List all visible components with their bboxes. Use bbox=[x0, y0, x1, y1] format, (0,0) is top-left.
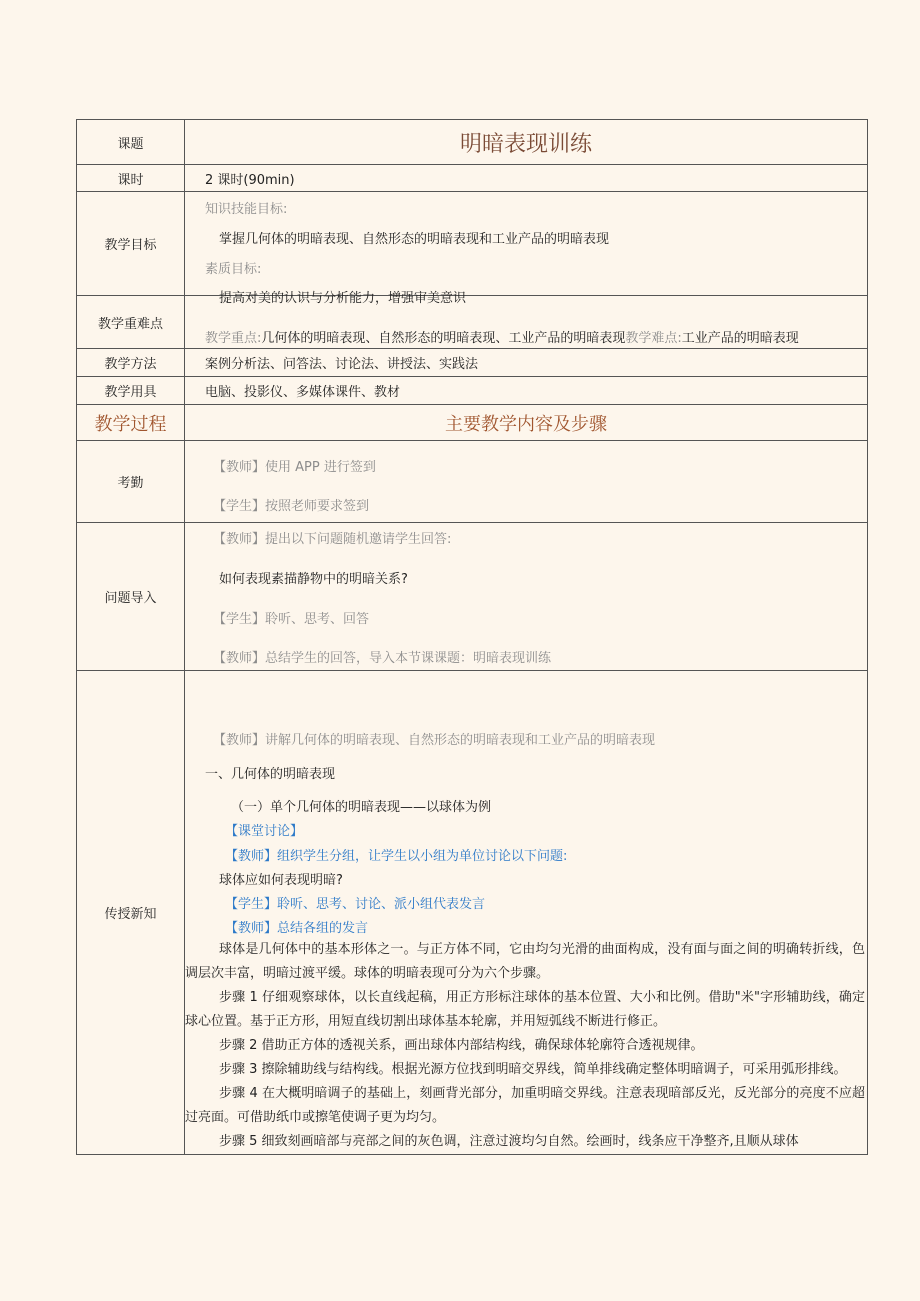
intro-question: 如何表现素描静物中的明暗关系? bbox=[219, 571, 408, 587]
key-label: 教学重点: bbox=[205, 331, 262, 346]
hours-value: 2 课时(90min) bbox=[185, 165, 868, 192]
attendance-student: 【学生】按照老师要求签到 bbox=[213, 498, 370, 514]
intro-cell bbox=[185, 523, 868, 671]
teach-teacher-explain: 【教师】讲解几何体的明暗表现、自然形态的明暗表现和工业产品的明暗表现 bbox=[213, 732, 656, 748]
teach-cell bbox=[185, 671, 868, 1155]
goal-knowledge-text: 掌握几何体的明暗表现、自然形态的明暗表现和工业产品的明暗表现 bbox=[219, 231, 610, 247]
method-row bbox=[77, 349, 868, 377]
keypoints-label: 教学重难点 bbox=[77, 296, 185, 349]
attendance-label: 考勤 bbox=[77, 441, 185, 523]
intro-label: 问题导入 bbox=[77, 523, 185, 671]
sphere-intro-paragraph: 球体是几何体中的基本形体之一。与正方体不同，它由均匀光滑的曲面构成，没有面与面之间的明确转折线，色调层次丰富，明暗过渡平缓。球体的明暗表现可分为六个步骤。 bbox=[185, 941, 865, 981]
intro-row bbox=[77, 523, 868, 671]
intro-student: 【学生】聆听、思考、回答 bbox=[213, 611, 370, 627]
subsection-heading: （一）单个几何体的明暗表现——以球体为例 bbox=[231, 799, 492, 815]
attendance-row bbox=[77, 441, 868, 523]
discussion-teacher: 【教师】组织学生分组，让学生以小组为单位讨论以下问题: bbox=[225, 848, 568, 864]
process-header: 主要教学内容及步骤 bbox=[185, 405, 868, 441]
section-heading: 一、几何体的明暗表现 bbox=[205, 766, 336, 782]
method-label: 教学方法 bbox=[77, 349, 185, 377]
step-4-paragraph: 步骤 4 在大概明暗调子的基础上，刻画背光部分，加重明暗交界线。注意表现暗部反光，反光部分的亮度不应超过亮面。可借助纸巾或擦笔使调子更为均匀。 bbox=[185, 1085, 865, 1125]
teach-row bbox=[77, 671, 868, 1155]
process-header-row bbox=[77, 405, 868, 441]
discussion-teacher-summary: 【教师】总结各组的发言 bbox=[225, 920, 369, 936]
tools-row bbox=[77, 377, 868, 405]
intro-teacher-summary: 【教师】总结学生的回答，导入本节课课题：明暗表现训练 bbox=[213, 650, 552, 666]
difficult-label: 教学难点: bbox=[625, 331, 682, 346]
tools-label: 教学用具 bbox=[77, 377, 185, 405]
step-5-paragraph: 步骤 5 细致刻画暗部与亮部之间的灰色调，注意过渡均匀自然。绘画时，线条应干净整齐,且顺从球体 bbox=[219, 1133, 799, 1149]
hours-row bbox=[77, 165, 868, 192]
goals-label: 教学目标 bbox=[77, 192, 185, 296]
intro-teacher-ask: 【教师】提出以下问题随机邀请学生回答: bbox=[213, 531, 452, 547]
tools-value: 电脑、投影仪、多媒体课件、教材 bbox=[185, 377, 868, 405]
teach-label: 传授新知 bbox=[77, 671, 185, 1155]
goals-cell bbox=[185, 192, 868, 306]
process-label: 教学过程 bbox=[77, 405, 185, 441]
key-text: 几何体的明暗表现、自然形态的明暗表现、工业产品的明暗表现 bbox=[261, 331, 626, 346]
step-2-paragraph: 步骤 2 借助正方体的透视关系，画出球体内部结构线，确保球体轮廓符合透视规律。 bbox=[219, 1037, 704, 1053]
goals-row bbox=[77, 192, 868, 296]
goal-knowledge-title: 知识技能目标: bbox=[205, 201, 288, 217]
lesson-table bbox=[76, 119, 868, 1155]
discussion-heading: 【课堂讨论】 bbox=[225, 823, 304, 839]
hours-label: 课时 bbox=[77, 165, 185, 192]
discussion-question: 球体应如何表现明暗? bbox=[219, 872, 343, 888]
discussion-student: 【学生】聆听、思考、讨论、派小组代表发言 bbox=[225, 896, 486, 912]
difficult-text: 工业产品的明暗表现 bbox=[681, 331, 799, 346]
keypoints-row bbox=[77, 296, 868, 349]
lesson-plan bbox=[76, 119, 867, 1155]
topic-label: 课题 bbox=[77, 120, 185, 165]
topic-row bbox=[77, 120, 868, 165]
attendance-cell bbox=[185, 441, 868, 523]
sphere-steps bbox=[185, 938, 865, 1154]
method-value: 案例分析法、问答法、讨论法、讲授法、实践法 bbox=[185, 349, 868, 377]
step-1-paragraph: 步骤 1 仔细观察球体，以长直线起稿，用正方形标注球体的基本位置、大小和比例。借助"米"字形辅助线，确定球心位置。基于正方形，用短直线切割出球体基本轮廓，并用短弧线不断进行修正。 bbox=[185, 989, 865, 1029]
goal-quality-title: 素质目标: bbox=[205, 261, 262, 277]
goal-quality-text: 提高对美的认识与分析能力，增强审美意识 bbox=[219, 290, 467, 306]
attendance-teacher: 【教师】使用 APP 进行签到 bbox=[213, 459, 376, 475]
step-3-paragraph: 步骤 3 擦除辅助线与结构线。根据光源方位找到明暗交界线，简单排线确定整体明暗调子，可采用弧形排线。 bbox=[219, 1061, 847, 1077]
page-title: 明暗表现训练 bbox=[185, 120, 868, 165]
